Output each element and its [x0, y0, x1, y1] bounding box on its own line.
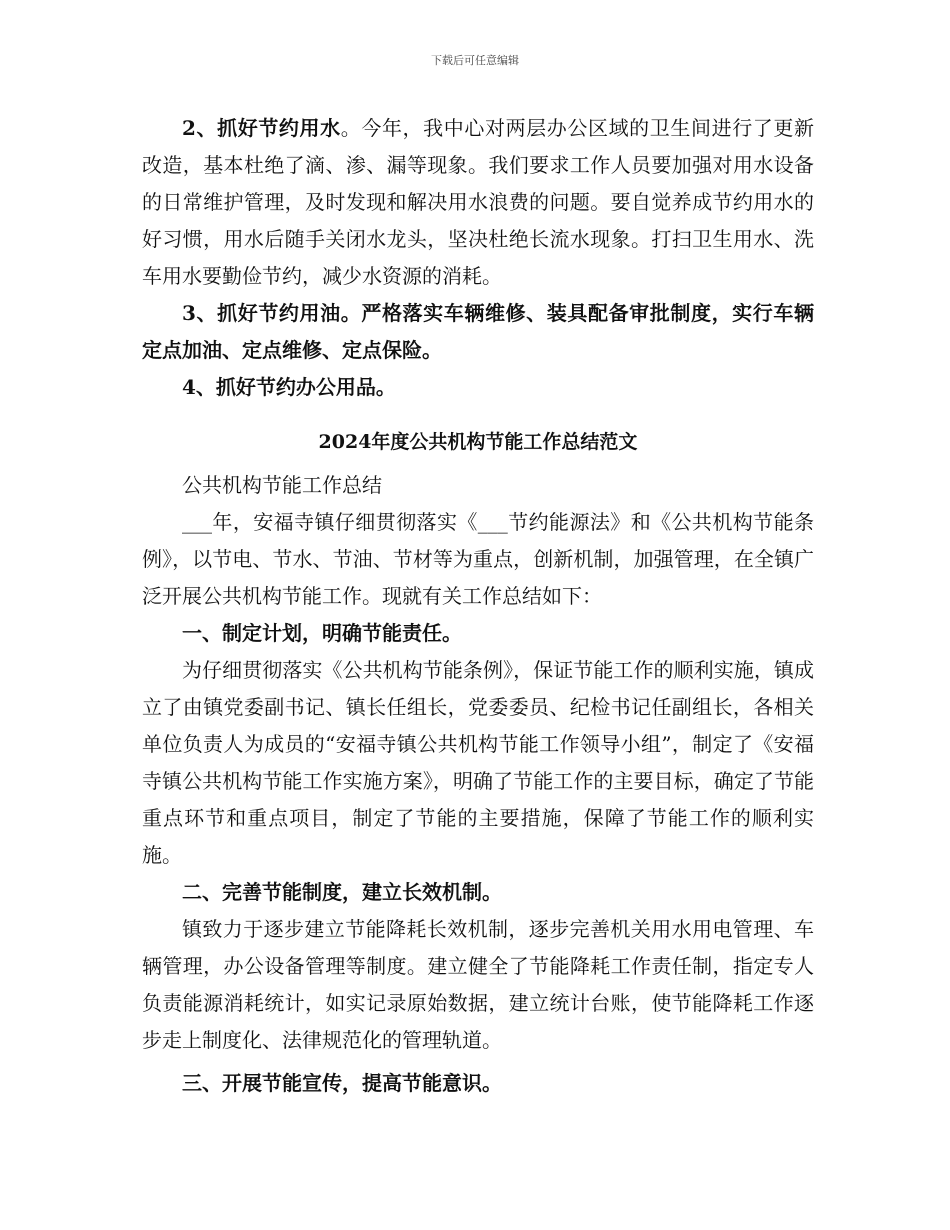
document-subtitle: 公共机构节能工作总结	[182, 473, 382, 497]
paragraph-section-1: 为仔细贯彻落实《公共机构节能条例》，保证节能工作的顺利实施，镇成立了由镇党委副书记、镇长任组长，党委委员、纪检书记任副组长，各相关单位负责人为成员的“安福寺镇公共机构节能工作领导小组”，制定了《安福寺镇公共机构节能工作实施方案》，明确了节能工作的主要目标，确定了节能重点环节和重点项目，制定了节能的主要措施，保障了节能工作的顺利实施。	[142, 658, 814, 867]
page-header: 下载后可任意编辑	[431, 54, 519, 67]
section-heading-2: 二、完善节能制度，建立长效机制。	[182, 880, 502, 904]
paragraph-water	[142, 110, 814, 295]
paragraph-oil: 3、抓好节约用油。严格落实车辆维修、装具配备审批制度，实行车辆定点加油、定点维修、定点保险。	[142, 301, 814, 362]
paragraph-intro: ___年，安福寺镇仔细贯彻落实《___节约能源法》和《公共机构节能条例》，以节电、节水、节油、节材等为重点，创新机制，加强管理，在全镇广泛开展公共机构节能工作。现就有关工作总结如下：	[142, 510, 814, 608]
section-heading-3: 三、开展节能宣传，提高节能意识。	[182, 1071, 502, 1095]
section-heading-1: 一、制定计划，明确节能责任。	[182, 621, 462, 645]
paragraph-water-lead: 2、抓好节约用水	[182, 116, 341, 140]
document-title: 2024年度公共机构节能工作总结范文	[318, 431, 638, 453]
paragraph-section-2: 镇致力于逐步建立节能降耗长效机制，逐步完善机关用水用电管理、车辆管理，办公设备管理等制度。建立健全了节能降耗工作责任制，指定专人负责能源消耗统计，如实记录原始数据，建立统计台账，使节能降耗工作逐步走上制度化、法律规范化的管理轨道。	[142, 917, 814, 1052]
paragraph-office: 4、抓好节约办公用品。	[182, 375, 396, 399]
paragraph-water-text: 。今年，我中心对两层办公区域的卫生间进行了更新改造，基本杜绝了滴、渗、漏等现象。我们要求工作人员要加强对用水设备的日常维护管理，及时发现和解决用水浪费的问题。要自觉养成节约用水的好习惯，用水后随手关闭水龙头，坚决杜绝长流水现象。打扫卫生用水、洗车用水要勤俭节约，减少水资源的消耗。	[142, 116, 815, 288]
document-body	[142, 110, 814, 1102]
